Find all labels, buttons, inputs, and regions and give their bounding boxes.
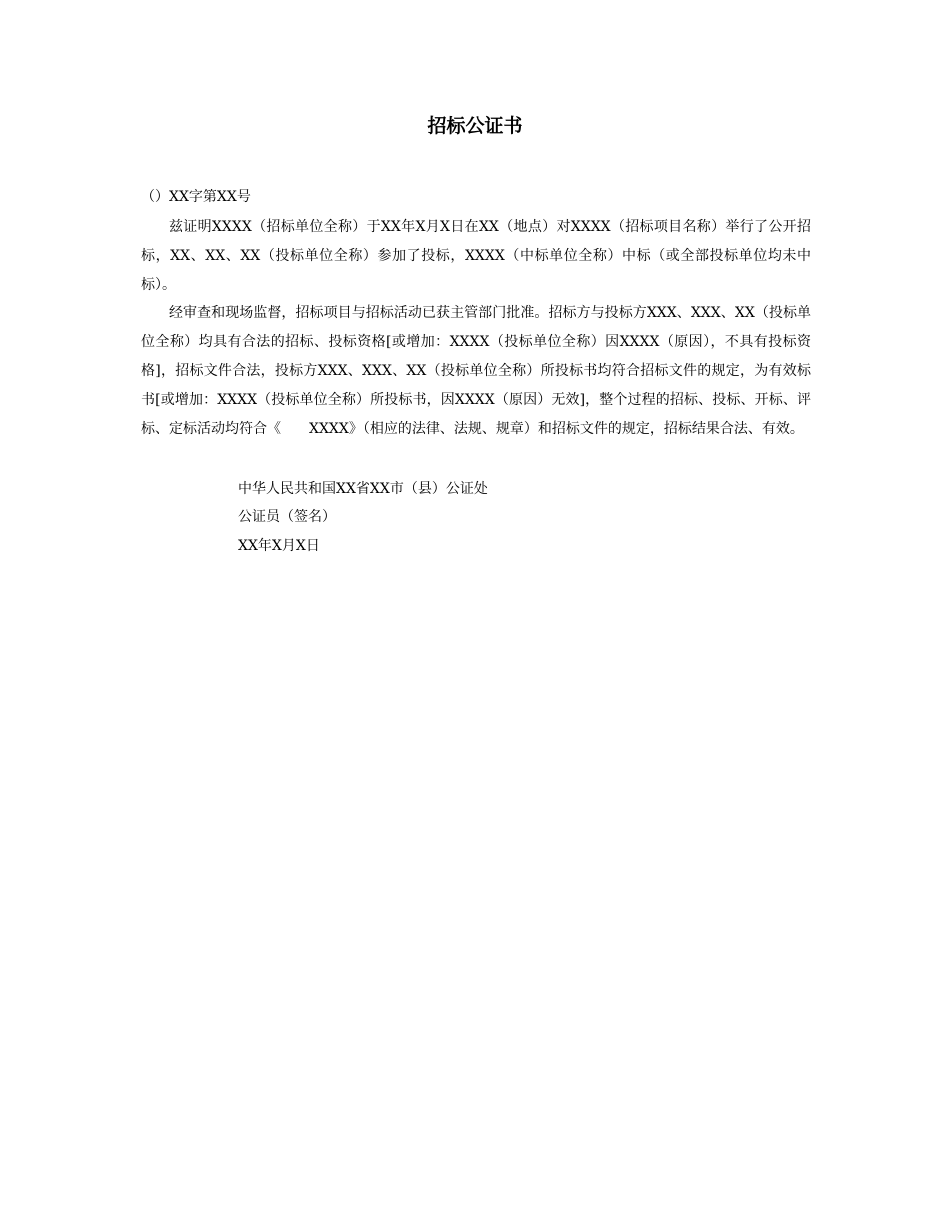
body-paragraph-2: 经审查和现场监督，招标项目与招标活动已获主管部门批准。招标方与投标方XXX、XXX、XX（投标单位全称）均具有合法的招标、投标资格[或增加：XXXX（投标单位全称）因XXXX（原因），不具有投标资格]，招标文件合法，投标方XXX、XXX、XX（投标单位全称）所投标书均符合招标文件的规定，为有效标书[或增加：XXXX（投标单位全称）所投标书，因XXXX（原因）无效]，整个过程的招标、投标、开标、评标、定标活动均符合《 XXXX》（相应的法律、法规、规章）和招标文件的规定，招标结果合法、有效。	[141, 305, 811, 437]
body-paragraph-1: 兹证明XXXX（招标单位全称）于XX年X月X日在XX（地点）对XXXX（招标项目名称）举行了公开招标，XX、XX、XX（投标单位全称）参加了投标，XXXX（中标单位全称）中标（或全部投标单位均未中标）。	[141, 219, 811, 293]
notary-office: 中华人民共和国XX省XX市（县）公证处	[238, 481, 488, 497]
document-number: （）XX字第XX号	[141, 189, 251, 205]
notary-signature: 公证员（签名）	[238, 509, 336, 525]
document-title: 招标公证书	[427, 115, 523, 137]
document-date: XX年X月X日	[238, 538, 320, 554]
